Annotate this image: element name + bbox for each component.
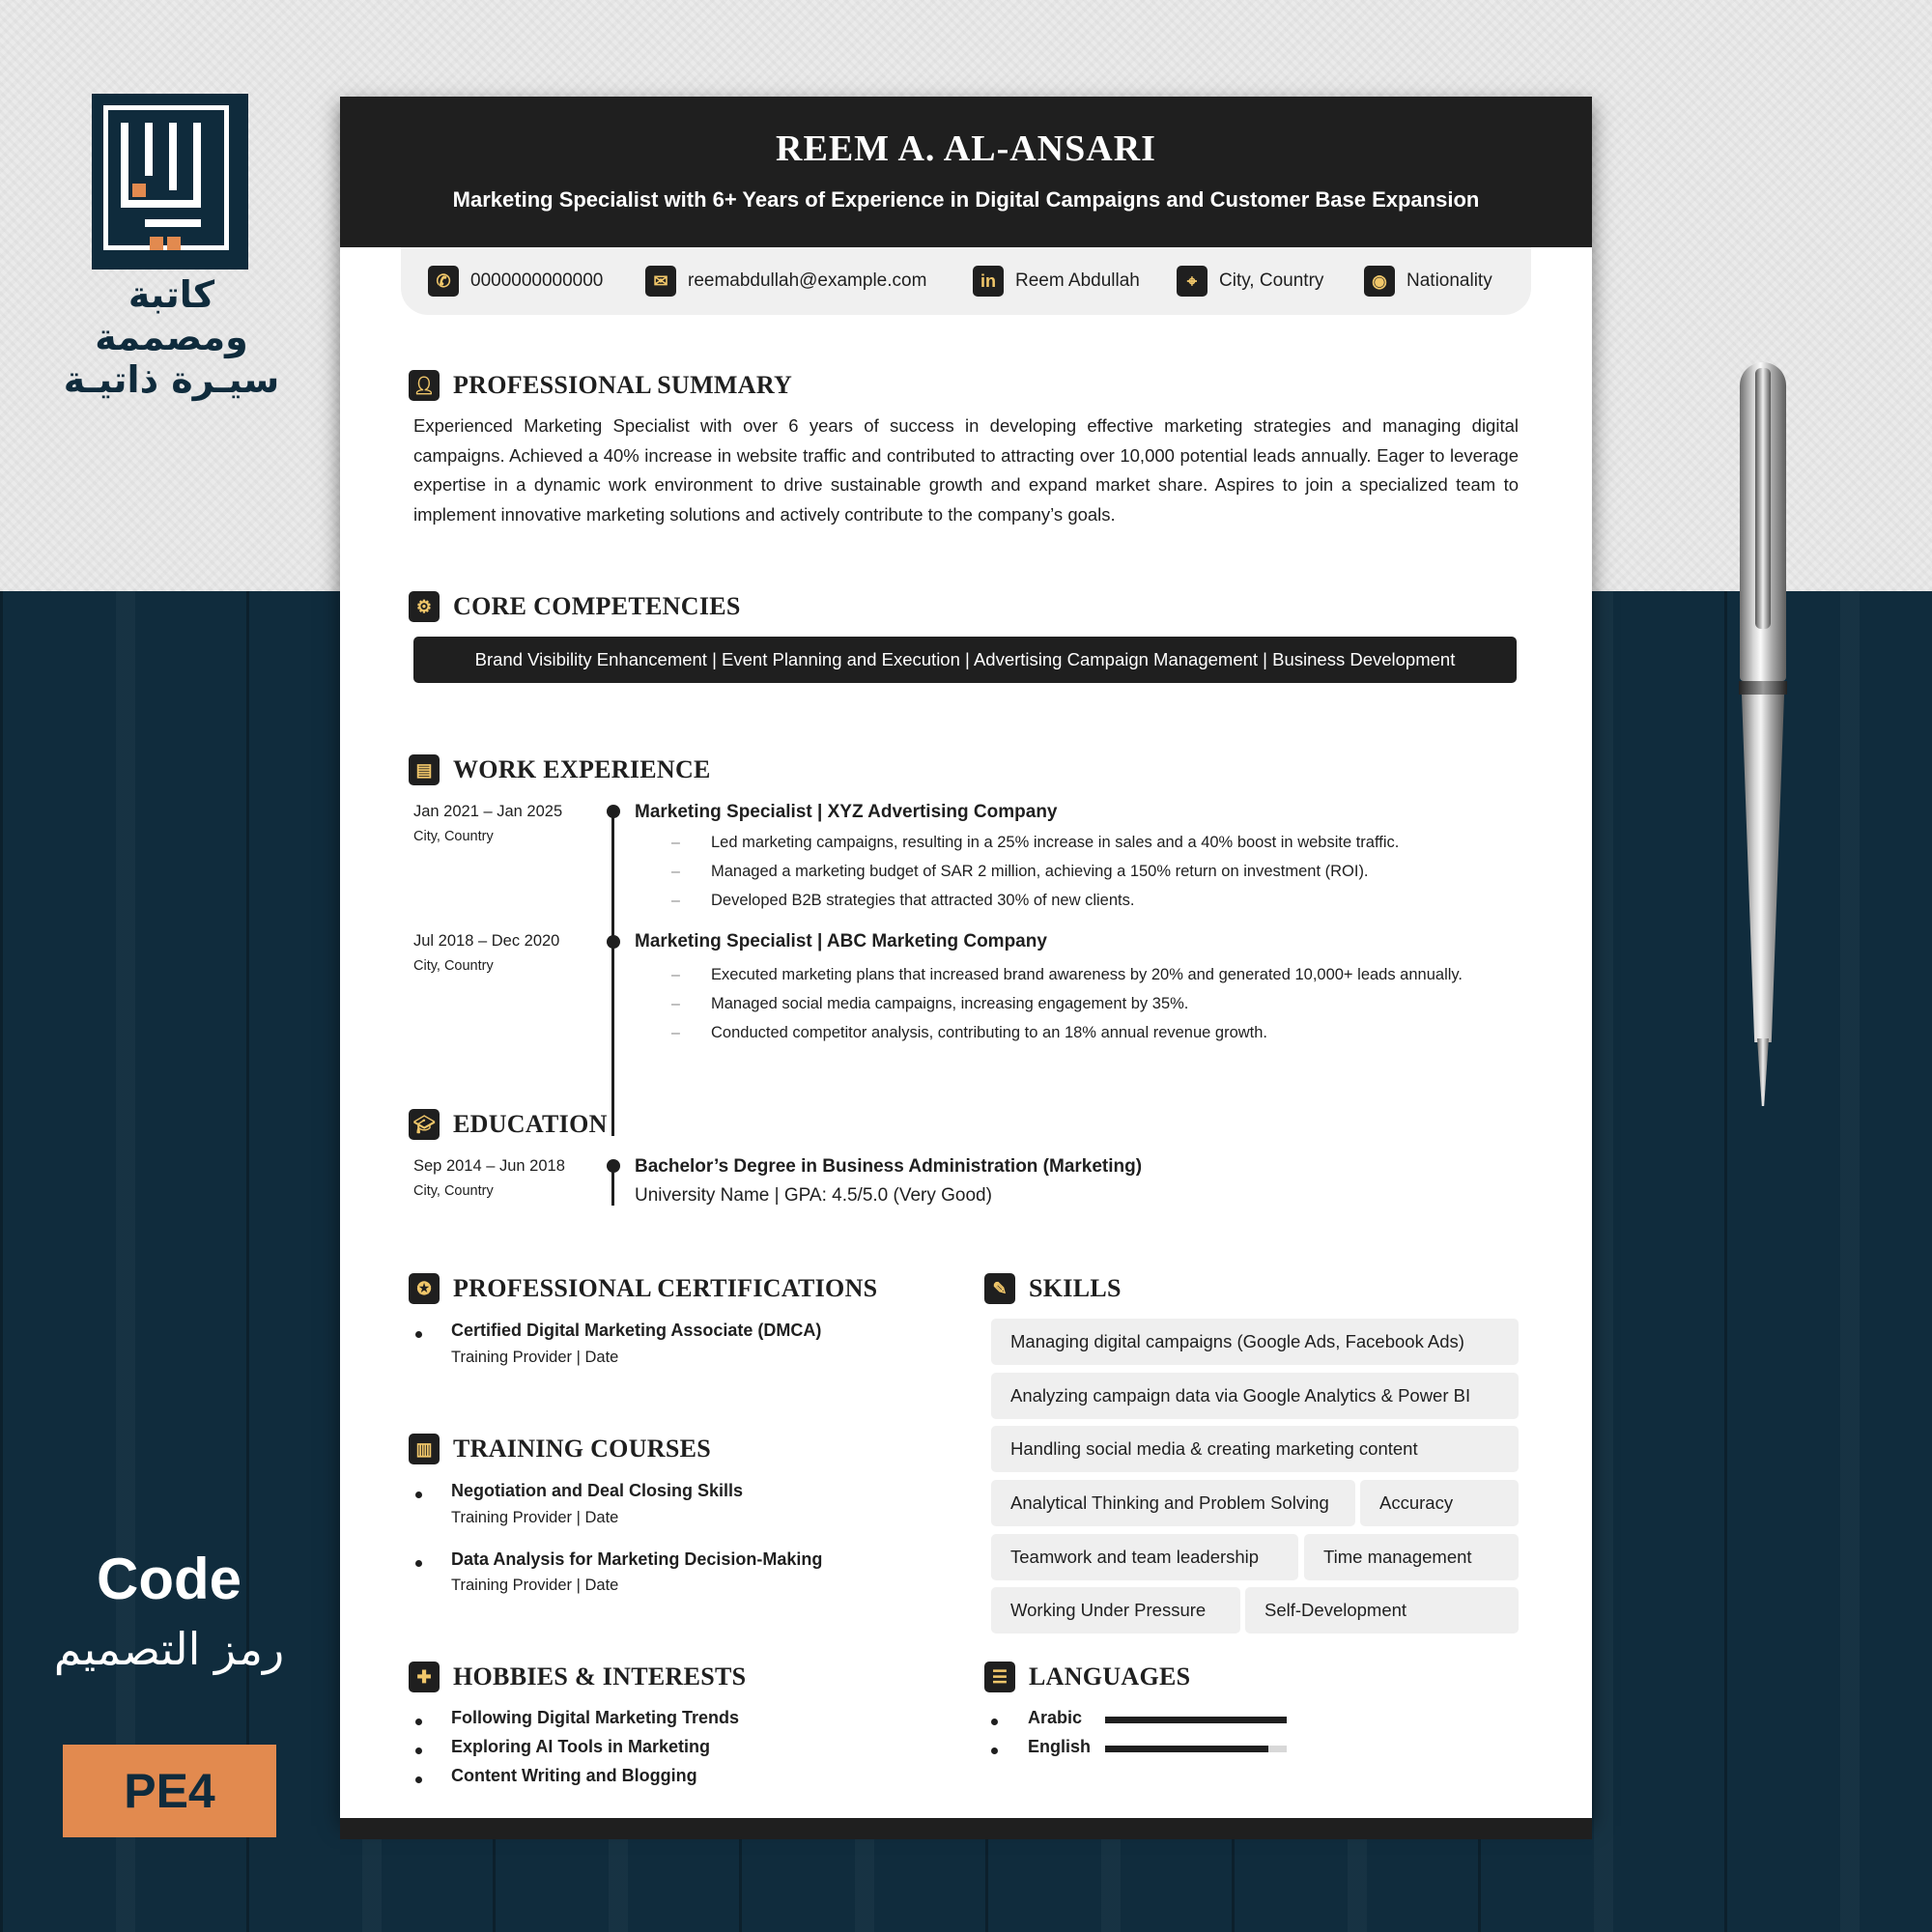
list-bullet (991, 1747, 998, 1754)
puzzle-icon: ✚ (409, 1662, 440, 1692)
pen-tip (1757, 1038, 1769, 1106)
pen-clip (1755, 368, 1771, 629)
experience-timeline (611, 811, 614, 1136)
certification-title: Certified Digital Marketing Associate (DMCA) (451, 1321, 822, 1340)
code-label: Code (97, 1547, 242, 1611)
bullet-dash: – (671, 864, 680, 880)
section-languages-heading (984, 1662, 1190, 1692)
section-certifications-heading (409, 1273, 877, 1304)
job-location: City, Country (413, 829, 494, 844)
hobby-item: Following Digital Marketing Trends (451, 1708, 740, 1727)
chat-icon: ☰ (984, 1662, 1015, 1692)
contact-linkedin-text: Reem Abdullah (1015, 270, 1140, 291)
section-title: PROFESSIONAL SUMMARY (453, 371, 793, 399)
training-provider: Training Provider | Date (451, 1509, 619, 1526)
candidate-name: REEM A. AL-ANSARI (776, 128, 1156, 169)
section-title: HOBBIES & INTERESTS (453, 1662, 747, 1690)
skill-tag: Time management (1304, 1534, 1519, 1580)
language-level-fill (1105, 1717, 1287, 1723)
section-hobbies-heading (409, 1662, 746, 1692)
candidate-subtitle: Marketing Specialist with 6+ Years of Experience in Digital Campaigns and Customer Base Expansion (452, 187, 1480, 212)
section-experience-heading (409, 754, 711, 785)
list-bullet (415, 1747, 422, 1754)
timeline-dot (607, 805, 620, 818)
pen-image (1740, 362, 1786, 1116)
skill-tag: Managing digital campaigns (Google Ads, Facebook Ads) (991, 1319, 1519, 1365)
hobby-item: Exploring AI Tools in Marketing (451, 1737, 711, 1756)
section-title: SKILLS (1029, 1274, 1122, 1302)
code-label-arabic: رمز التصميم (53, 1623, 285, 1675)
section-title: LANGUAGES (1029, 1662, 1191, 1690)
certification-provider: Training Provider | Date (451, 1349, 619, 1366)
section-title: EDUCATION (453, 1110, 608, 1138)
competencies-bar: Brand Visibility Enhancement | Event Planning and Execution | Advertising Campaign Management | Business Development (413, 637, 1517, 683)
skill-tag: Working Under Pressure (991, 1587, 1240, 1634)
section-title: CORE COMPETENCIES (453, 592, 741, 620)
brain-icon: ✎ (984, 1273, 1015, 1304)
language-name: Arabic (1028, 1708, 1083, 1727)
list-bullet (991, 1719, 998, 1725)
logo-glyph (121, 123, 128, 205)
logo-glyph (145, 123, 153, 176)
language-name: English (1028, 1737, 1092, 1756)
job-bullet: Managed social media campaigns, increasing engagement by 35%. (711, 995, 1189, 1012)
section-title: PROFESSIONAL CERTIFICATIONS (453, 1274, 878, 1302)
bullet-dash: – (671, 1025, 680, 1041)
education-date: Sep 2014 – Jun 2018 (413, 1157, 565, 1175)
chart-icon: ▥ (409, 1434, 440, 1464)
pen-body (1742, 695, 1784, 1042)
skill-tag: Self-Development (1245, 1587, 1519, 1634)
job-date: Jan 2021 – Jan 2025 (413, 803, 563, 820)
linkedin-icon: in (973, 266, 1004, 297)
contact-phone (428, 265, 603, 298)
list-bullet (415, 1492, 422, 1498)
education-timeline (611, 1167, 614, 1206)
bullet-dash: – (671, 967, 680, 983)
logo-glyph (193, 123, 201, 205)
timeline-dot (607, 1159, 620, 1173)
education-degree: Bachelor’s Degree in Business Administration (Marketing) (635, 1156, 1143, 1177)
job-date: Jul 2018 – Dec 2020 (413, 932, 560, 950)
resume-page (340, 97, 1592, 1818)
job-bullet: Developed B2B strategies that attracted 30% of new clients. (711, 892, 1135, 909)
section-competencies-heading (409, 591, 741, 622)
skill-tag: Analyzing campaign data via Google Analytics & Power BI (991, 1373, 1519, 1419)
hobby-item: Content Writing and Blogging (451, 1766, 697, 1785)
resume-header (340, 97, 1592, 247)
page-footer-bar (340, 1818, 1592, 1839)
logo-tagline-line2: سيـرة ذاتيـة (63, 358, 280, 401)
job-location: City, Country (413, 958, 494, 974)
location-icon: ⌖ (1177, 266, 1208, 297)
skill-tag: Accuracy (1360, 1480, 1519, 1526)
section-training-heading (409, 1434, 711, 1464)
job-bullet: Managed a marketing budget of SAR 2 million, achieving a 150% return on investment (ROI). (711, 863, 1369, 880)
logo-accent (132, 184, 146, 197)
design-code-badge: PE4 (63, 1745, 276, 1837)
logo-glyph (169, 123, 177, 190)
list-bullet (415, 1331, 422, 1338)
skill-tag: Handling social media & creating marketing content (991, 1426, 1519, 1472)
logo-glyph (121, 200, 201, 208)
section-title: WORK EXPERIENCE (453, 755, 711, 783)
skill-tag: Analytical Thinking and Problem Solving (991, 1480, 1355, 1526)
user-icon: 👤︎ (409, 370, 440, 401)
section-skills-heading (984, 1273, 1122, 1304)
job-bullet: Led marketing campaigns, resulting in a 25% increase in sales and a 40% boost in website traffic. (711, 834, 1400, 851)
graduation-cap-icon: 🎓︎ (409, 1109, 440, 1140)
training-title: Negotiation and Deal Closing Skills (451, 1481, 744, 1500)
logo-tagline (58, 273, 285, 401)
email-icon: ✉ (645, 266, 676, 297)
logo-accent (150, 237, 163, 250)
contact-phone-text: 0000000000000 (470, 270, 604, 291)
job-title: Marketing Specialist | ABC Marketing Company (635, 931, 1047, 952)
contact-location-text: City, Country (1219, 270, 1324, 291)
job-bullet: Conducted competitor analysis, contributing to an 18% annual revenue growth. (711, 1024, 1268, 1041)
logo-tagline-line1: كاتبة ومصممة (95, 273, 248, 358)
job-title: Marketing Specialist | XYZ Advertising Company (635, 802, 1058, 822)
contact-nationality-text: Nationality (1406, 270, 1492, 291)
globe-icon: ◉ (1364, 266, 1395, 297)
badge-icon: ✪ (409, 1273, 440, 1304)
training-title: Data Analysis for Marketing Decision-Making (451, 1549, 823, 1569)
list-bullet (415, 1560, 422, 1567)
language-level-bar (1105, 1746, 1287, 1752)
bullet-dash: – (671, 835, 680, 851)
logo-glyph (145, 219, 201, 227)
summary-text: Experienced Marketing Specialist with over 6 years of success in developing effective marketing strategies and managing digital campaigns. Achieved a 40% increase in website traffic and contributed to attracting over 10,000 potential leads annually. Eager to leverage expertise in a dynamic work environment to drive sustainable growth and expand market share. Aspires to join a specialized team to implement innovative marketing solutions and actively contribute to the company’s goals. (413, 415, 1519, 525)
contact-email (645, 265, 926, 298)
education-location: City, Country (413, 1183, 494, 1199)
list-bullet (415, 1776, 422, 1783)
timeline-dot (607, 935, 620, 949)
contact-linkedin (973, 265, 1140, 298)
contact-bar (401, 247, 1531, 315)
logo-accent (167, 237, 181, 250)
training-provider: Training Provider | Date (451, 1577, 619, 1594)
pen-ring (1739, 681, 1787, 695)
language-level-fill (1105, 1746, 1268, 1752)
education-details: University Name | GPA: 4.5/5.0 (Very Good) (635, 1185, 992, 1206)
section-title: TRAINING COURSES (453, 1435, 712, 1463)
contact-email-text: reemabdullah@example.com (688, 270, 927, 291)
contact-location (1177, 265, 1323, 298)
section-education-heading (409, 1109, 608, 1140)
list-bullet (415, 1719, 422, 1725)
job-bullet: Executed marketing plans that increased brand awareness by 20% and generated 10,000+ leads annually. (711, 966, 1463, 983)
brand-logo (92, 94, 248, 270)
gear-icon: ⚙ (409, 591, 440, 622)
section-summary-heading (409, 370, 792, 401)
skill-tag: Teamwork and team leadership (991, 1534, 1298, 1580)
bullet-dash: – (671, 996, 680, 1012)
bullet-dash: – (671, 893, 680, 909)
contact-nationality (1364, 265, 1492, 298)
briefcase-icon: ▤ (409, 754, 440, 785)
phone-icon: ✆ (428, 266, 459, 297)
language-level-bar (1105, 1717, 1287, 1723)
